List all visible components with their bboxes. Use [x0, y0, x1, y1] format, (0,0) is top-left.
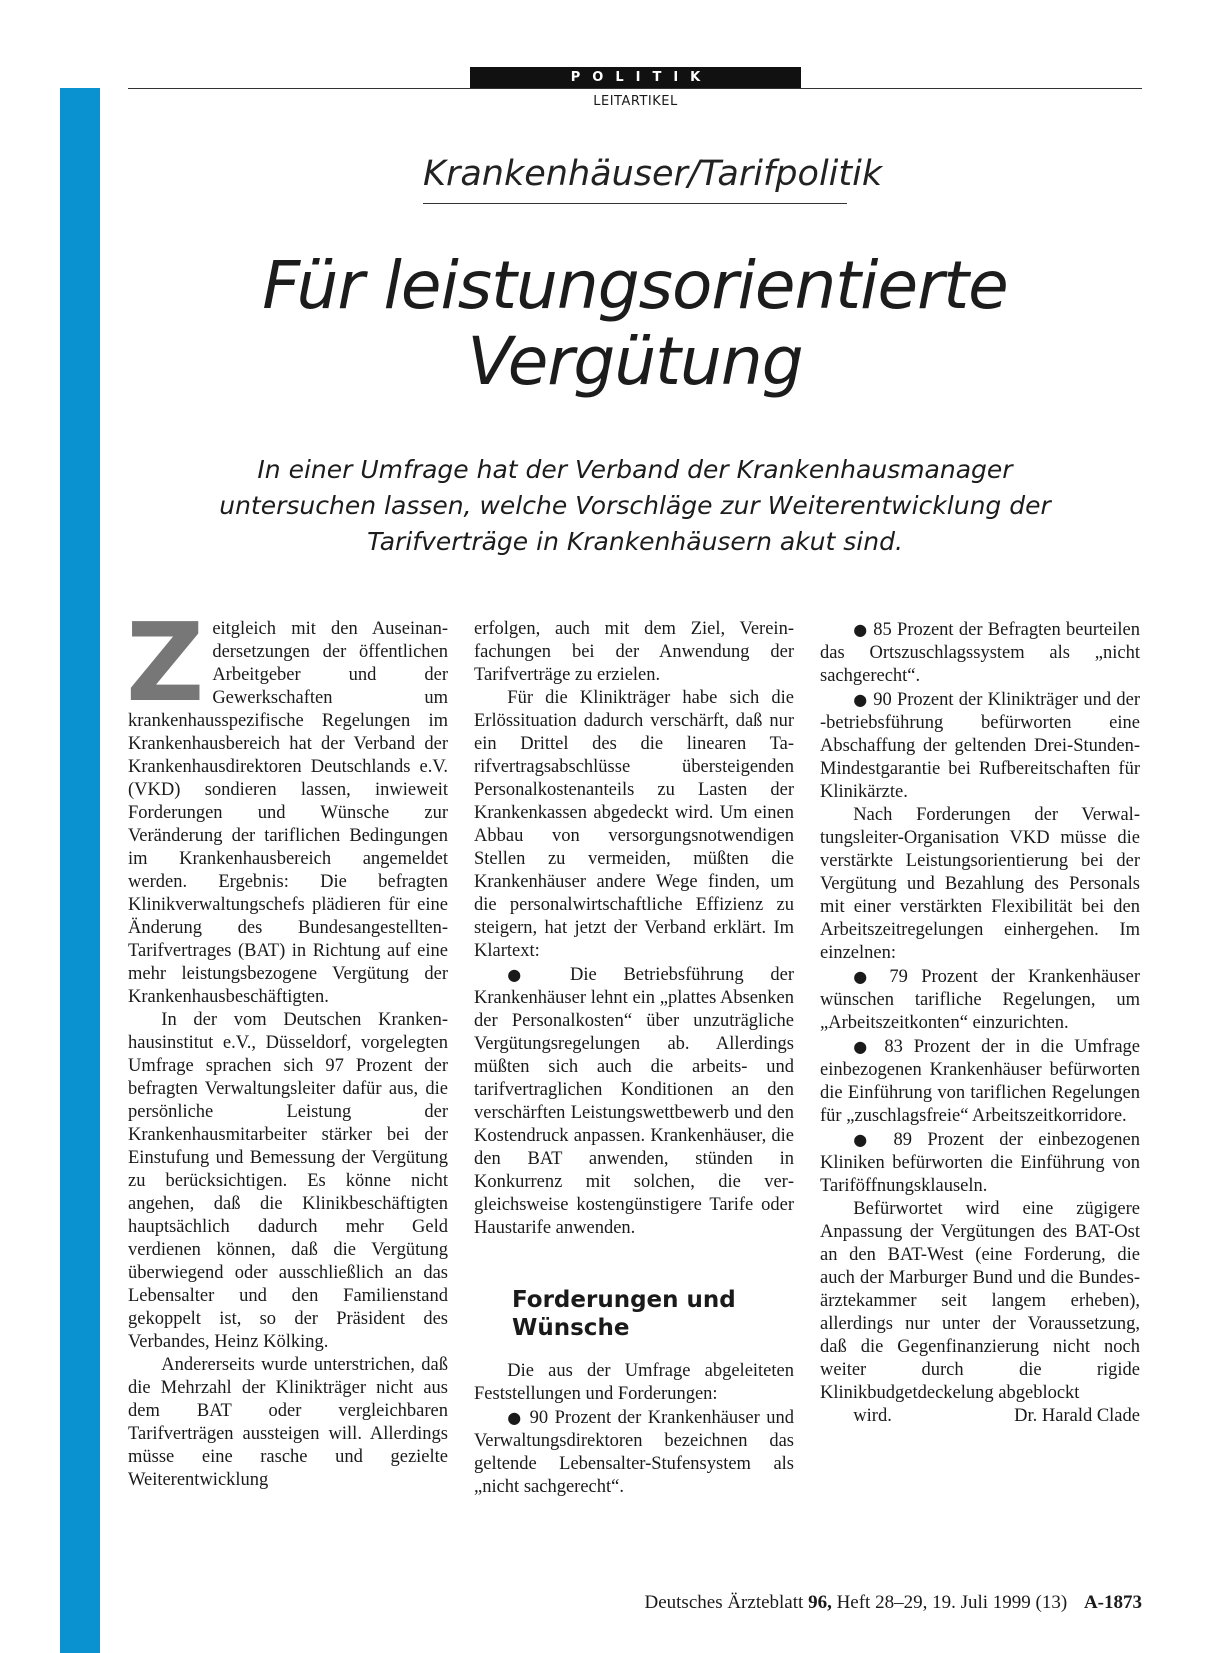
article-column-2 — [474, 618, 794, 1499]
bullet-icon: ● — [853, 690, 868, 709]
bullet-icon: ● — [853, 967, 876, 986]
journal-name: Deutsches Ärzteblatt — [644, 1592, 804, 1613]
headline-line-2: Vergütung — [467, 323, 803, 400]
bullet-item: ● 89 Prozent der einbezogenen Kliniken befürworten die Einführung von Tariföffnungsklauseln. — [820, 1130, 1140, 1196]
kicker-rule — [423, 203, 847, 204]
bullet-icon: ● — [853, 620, 868, 639]
bullet-item: ● 79 Prozent der Krankenhäuser wünschen tarifliche Regelungen, um „Arbeitszeitkonten“ einzurichten. — [820, 967, 1141, 1033]
headline — [128, 248, 1142, 400]
bullet-item: ● 90 Prozent der Klinikträger und der -betriebsführung befürworten eine Abschaffung der geltenden Drei-Stunden-Mindestgarantie bei Rufbereitschaften für Klinikärzte. — [820, 690, 1141, 802]
drop-cap: Z — [126, 601, 205, 726]
bullet-icon: ● — [507, 965, 544, 984]
paragraph: Für die Klinikträger habe sich die Erlössituation dadurch verschärft, daß nur ein Drittel des die linearen Tarifvertragsabschlüsse übersteigenden Personalkostenanteils zu Lasten der Krankenkassen abgedeckt wird. Um einen Abbau von versorgungsnotwendigen Stellen zu vermeiden, müßten die Krankenhäuser andere Wege finden, um die personalwirtschaftliche Effizienz zu steigern, hat jetzt der Verband erklärt. Im Klartext: — [474, 688, 794, 961]
volume: 96, — [808, 1592, 832, 1613]
bullet-item: ● 90 Prozent der Krankenhäuser und Verwaltungsdirektoren bezeichnen das geltende Lebensalter-Stufensystem als „nicht sachgerecht“. — [474, 1408, 794, 1497]
article-column-1 — [126, 601, 448, 1492]
section-label: POLITIK — [470, 67, 801, 88]
lead-line-2: untersuchen lassen, welche Vorschläge zur Weiterentwicklung der — [219, 491, 1051, 520]
accent-bar — [60, 88, 100, 1653]
subsection-label: LEITARTIKEL — [593, 94, 678, 109]
page-footer — [645, 1592, 1143, 1614]
paragraph: In der vom Deutschen Krankenhausinstitut e.V., Düsseldorf, vorgelegten Umfrage sprachen sich 97 Prozent der befragten Verwaltungsleiter dafür aus, die persönliche Leistung der Krankenhausmitarbeiter stärker bei der Einstufung und Bemessung der Vergütung zu berücksichtigen. Es könne nicht angehen, daß die Klinikbeschäftigten hauptsächlich dadurch mehr Geld verdienen können, daß die Vergütung überwiegend oder ausschließlich an das Lebensalter und den Familienstand gekoppelt ist, so der Präsident des Verbandes, Heinz Kölking. — [128, 1010, 448, 1352]
last-word: wird. — [853, 1406, 892, 1426]
bullet-icon: ● — [853, 1037, 874, 1056]
bullet-item: ● 85 Prozent der Befragten beurteilen das Ortszuschlagssystem als „nicht sachgerecht“. — [820, 620, 1140, 686]
section-heading: Forderungen und Wünsche — [512, 1287, 736, 1341]
page-number: A-1873 — [1083, 1592, 1142, 1613]
kicker: Krankenhäuser/Tarifpolitik — [423, 154, 883, 194]
paragraph: Zeitgleich mit den Auseinandersetzungen der öffentlichen Arbeitgeber und der Gewerkschaften um krankenhausspezifische Regelungen im Krankenhausbereich hat der Verband der Krankenhausdirektoren Deutschlands e.V. (VKD) sondieren lassen, inwieweit Forderungen und Wünsche zur Veränderung der tariflichen Bedingungen im Krankenhausbereich angemeldet werden. Ergebnis: Die befragten Klinikverwaltungschefs plädieren für eine Änderung des Bundesangestellten-Tarifvertrages (BAT) in Richtung auf eine mehr leistungsbezogene Vergütung der Krankenhausbeschäftigten. — [126, 601, 448, 1007]
bullet-icon: ● — [507, 1408, 524, 1427]
signature-line — [820, 1405, 1140, 1428]
paragraph: erfolgen, auch mit dem Ziel, Vereinfachungen bei der Anwendung der Tarifverträge zu erzielen. — [474, 619, 794, 685]
lead-paragraph — [180, 452, 1090, 560]
paragraph: Die aus der Umfrage abgeleiteten Feststellungen und Forderungen: — [474, 1361, 794, 1404]
headline-line-1: Für leistungsorientierte — [262, 247, 1008, 324]
paragraph: Befürwortet wird eine zügigere Anpassung der Vergütungen des BAT-Ost an den BAT-West (eine Forderung, die auch der Marburger Bund und die Bundesärztekammer seit langem erheben), allerdings nur unter der Voraussetzung, daß die Gegenfinanzierung nicht noch weiter durch die rigide Klinikbudgetdeckelung abgeblockt — [820, 1199, 1140, 1403]
lead-line-3: Tarifverträge in Krankenhäusern akut sind. — [367, 527, 903, 556]
issue-info: Heft 28–29, 19. Juli 1999 (13) — [836, 1592, 1068, 1613]
bullet-icon: ● — [853, 1130, 879, 1149]
paragraph: Nach Forderungen der Verwaltungsleiter-Organisation VKD müsse die verstärkte Leistungsorientierung bei der Vergütung und Bezahlung des Personals mit einer verstärkten Flexibilität bei den Arbeitszeitregelungen einhergehen. Im einzelnen: — [820, 805, 1140, 963]
article-column-3 — [820, 618, 1140, 1428]
bullet-item: ● Die Betriebsführung der Krankenhäuser lehnt ein „plattes Absenken der Personalkosten“ über unzuträgliche Vergütungsregelungen ab. Allerdings müßten sich auch die arbeits- und tarifvertraglichen Konditionen an den verschärften Leistungswettbewerb und den Kostendruck anpassen. Krankenhäuser, die den BAT anwenden, stünden in Konkurrenz mit solchen, die vergleichsweise kostengünstigere Tarife oder Haustarife anwenden. — [474, 965, 795, 1238]
lead-line-1: In einer Umfrage hat der Verband der Krankenhausmanager — [257, 455, 1013, 484]
paragraph: Andererseits wurde unterstrichen, daß die Mehrzahl der Klinikträger nicht aus dem BAT oder vergleichbaren Tarifverträgen aussteigen will. Allerdings müsse eine rasche und gezielte Weiterentwicklung — [128, 1355, 448, 1490]
header-rule — [128, 88, 1142, 89]
bullet-item: ● 83 Prozent der in die Umfrage einbezogenen Krankenhäuser befürworten die Einführung von tariflichen Regelungen für „zuschlagsfreie“ Arbeitszeitkorridore. — [820, 1037, 1141, 1126]
author: Dr. Harald Clade — [1014, 1406, 1140, 1426]
